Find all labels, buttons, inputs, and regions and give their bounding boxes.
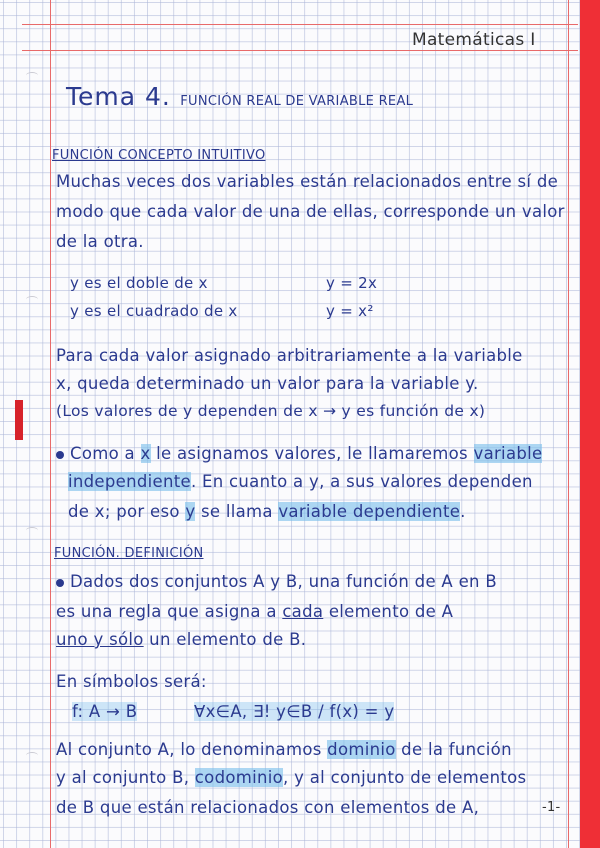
example-formula: y = 2x [326,274,378,292]
punch-hole [26,72,38,79]
bullet-line: de x; por eso y se llama variable dependiente. [68,502,466,521]
page-number: -1- [542,800,561,815]
underlined-uno-y-solo: uno y sólo [56,630,144,649]
punch-hole [26,296,38,303]
example-text: y es el cuadrado de x [70,302,238,320]
paragraph-line: de la otra. [56,232,144,251]
example-text: y es el doble de x [70,274,208,292]
notebook-brand-label [15,400,23,440]
highlight-independiente: independiente [68,472,191,491]
header-line-top [22,24,578,25]
definition-line: uno y sólo un elemento de B. [56,630,307,649]
paragraph-line: Muchas veces dos variables están relacionados entre sí de [56,172,559,191]
final-line: Al conjunto A, lo denominamos dominio de la función [56,740,512,759]
example-formula: y = x² [326,302,374,320]
tema-label: Tema 4. [66,82,171,111]
bullet-line: independiente. En cuanto a y, a sus valores dependen [68,472,533,491]
paragraph-line: modo que cada valor de una de ellas, corresponde un valor [56,202,565,221]
red-strip [580,0,600,848]
tema-title: FUNCIÓN REAL DE VARIABLE REAL [180,94,414,109]
bullet-dot [56,579,64,587]
symbol-quantifier-definition: ∀x∈A, ∃! y∈B / f(x) = y [194,702,395,721]
definition-line: es una regla que asigna a cada elemento de A [56,602,454,621]
header-line-bottom [22,50,578,51]
final-line: y al conjunto B, codominio, y al conjunto de elementos [56,768,527,787]
right-margin-line [568,0,569,848]
highlight-dependiente: variable dependiente [278,502,461,521]
symbols-label: En símbolos será: [56,672,207,691]
subject-title: Matemáticas I [412,30,536,50]
paragraph-line: Para cada valor asignado arbitrariamente a la variable [56,346,523,365]
section-heading-1: FUNCIÓN CONCEPTO INTUITIVO [52,148,266,163]
highlight-x: x [140,444,151,463]
symbol-f-definition: f: A → B [72,702,138,721]
bullet-line: Como a x le asignamos valores, le llamaremos variable [56,444,542,463]
highlight-dominio: dominio [327,740,396,759]
highlight-codominio: codominio [194,768,284,787]
section-heading-2: FUNCIÓN. DEFINICIÓN [54,546,204,561]
paragraph-line: (Los valores de y dependen de x → y es función de x) [56,402,486,420]
definition-line: Dados dos conjuntos A y B, una función de A en B [56,572,497,591]
bullet-dot [56,451,64,459]
punch-hole [26,527,38,534]
punch-hole [26,752,38,759]
final-line: de B que están relacionados con elementos de A, [56,798,480,817]
margin-line [50,0,51,848]
highlight-variable: variable [473,444,543,463]
tema-heading [66,82,413,111]
highlight-y: y [185,502,196,521]
underlined-cada: cada [282,602,324,621]
paragraph-line: x, queda determinado un valor para la variable y. [56,374,479,393]
